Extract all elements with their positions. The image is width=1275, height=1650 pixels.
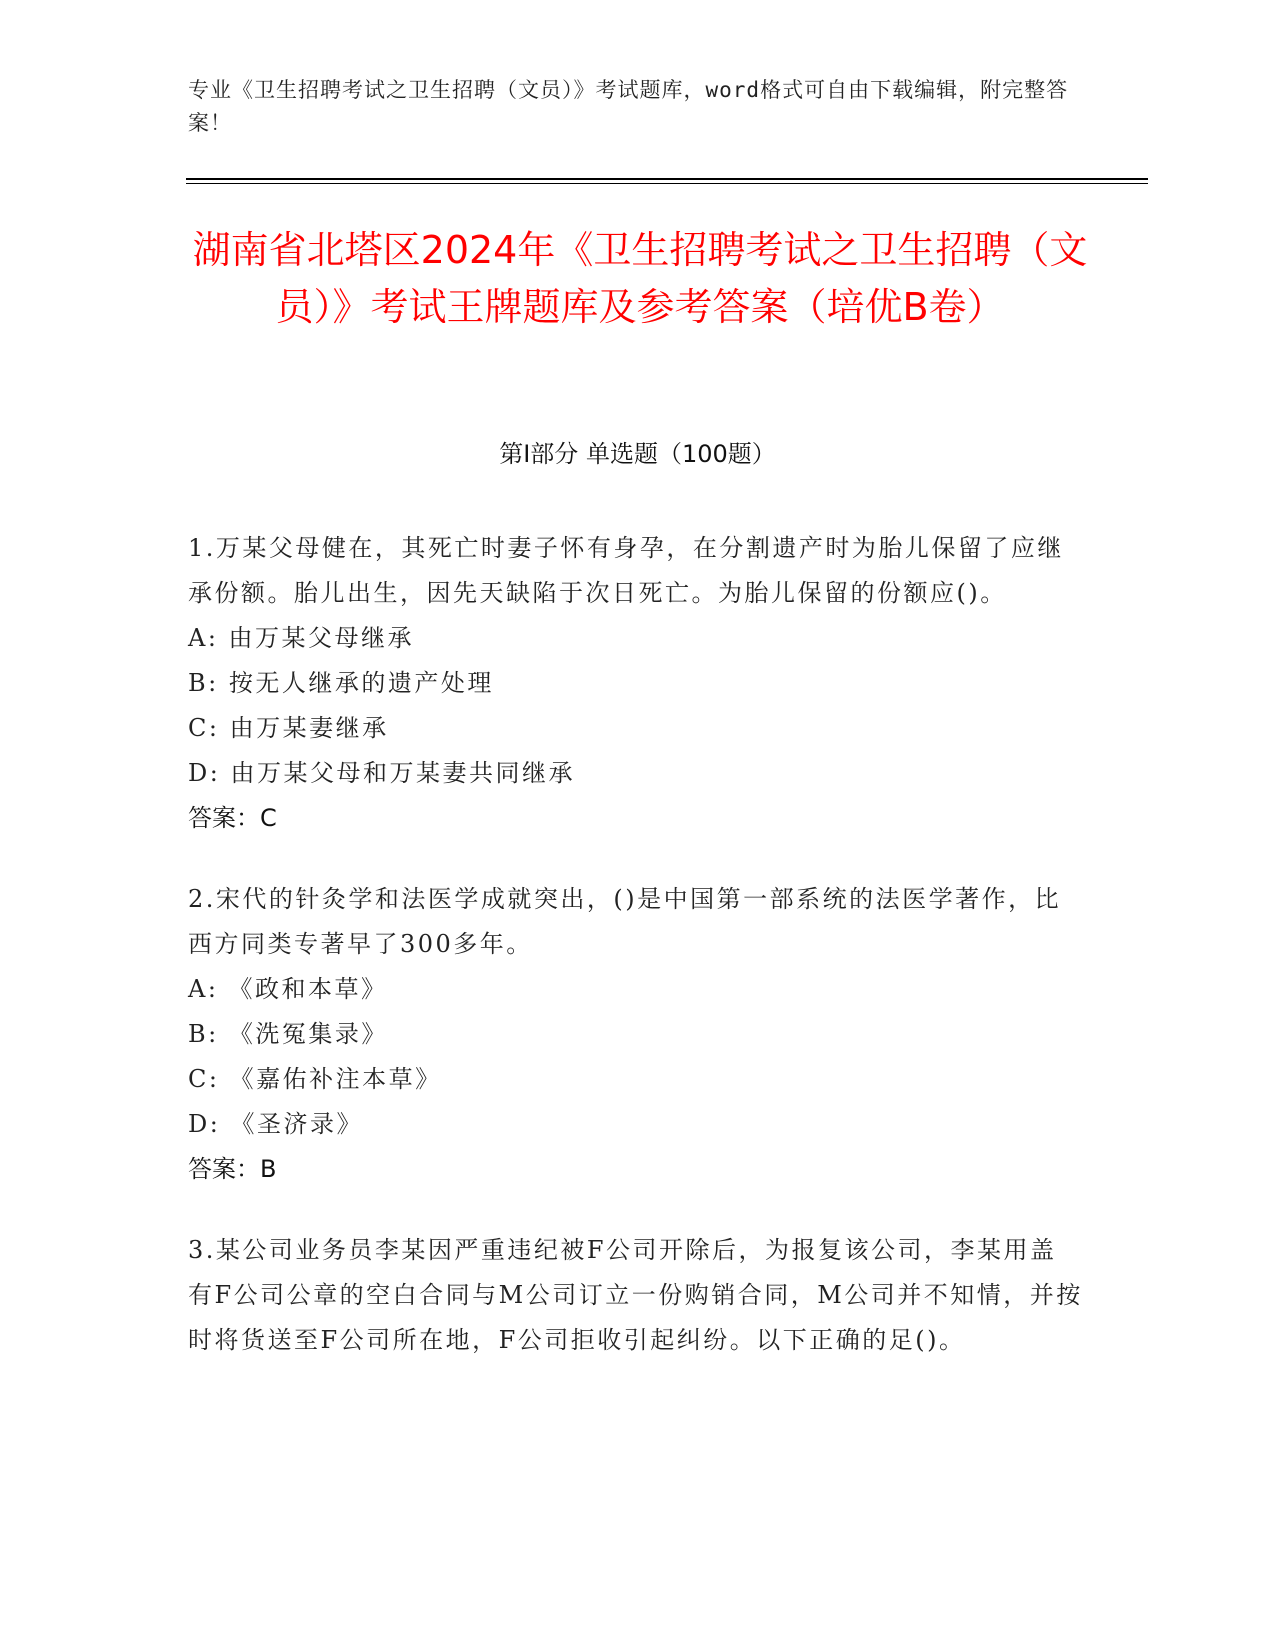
question-stem: 1.万某父母健在，其死亡时妻子怀有身孕，在分割遗产时为胎儿保留了应继承份额。胎儿出生，因先天缺陷于次日死亡。为胎儿保留的份额应()。	[188, 534, 1064, 607]
question-stem: 2.宋代的针灸学和法医学成就突出，()是中国第一部系统的法医学著作，比西方同类专著早了300多年。	[188, 885, 1062, 958]
question-stem: 3.某公司业务员李某因严重违纪被F公司开除后，为报复该公司，李某用盖有F公司公章的空白合同与M公司订立一份购销合同，M公司并不知情，并按时将货送至F公司所在地，F公司拒收引起纠纷。以下正确的足()。	[188, 1236, 1083, 1354]
question-1	[188, 526, 1083, 841]
question-list	[188, 526, 1083, 1399]
question-2	[188, 877, 1083, 1192]
section-title: 第Ⅰ部分 单选题（100题）	[499, 440, 776, 468]
answer-line	[188, 796, 1083, 841]
option-d: D: 《圣济录》	[188, 1110, 363, 1138]
option-d: D: 由万某父母和万某妻共同继承	[188, 759, 575, 787]
option-b: B: 《洗冤集录》	[188, 1020, 388, 1048]
answer-label: 答案：	[188, 804, 260, 832]
answer-line	[188, 1147, 1083, 1192]
header-divider-thin	[186, 183, 1148, 184]
header-note: 专业《卫生招聘考试之卫生招聘（文员）》考试题库，word格式可自由下载编辑，附完整答案！	[188, 78, 1069, 135]
option-b: B: 按无人继承的遗产处理	[188, 669, 494, 697]
option-c: C: 由万某妻继承	[188, 714, 389, 742]
question-3	[188, 1228, 1083, 1363]
option-a: A: 《政和本草》	[188, 975, 388, 1003]
header-divider-thick	[186, 178, 1148, 180]
option-c: C: 《嘉佑补注本草》	[188, 1065, 442, 1093]
answer-value: C	[260, 804, 277, 832]
document-title: 湖南省北塔区2024年《卫生招聘考试之卫生招聘（文员）》考试王牌题库及参考答案（培优B卷）	[192, 228, 1088, 329]
option-a: A: 由万某父母继承	[188, 624, 415, 652]
answer-value: B	[260, 1155, 277, 1183]
answer-label: 答案：	[188, 1155, 260, 1183]
